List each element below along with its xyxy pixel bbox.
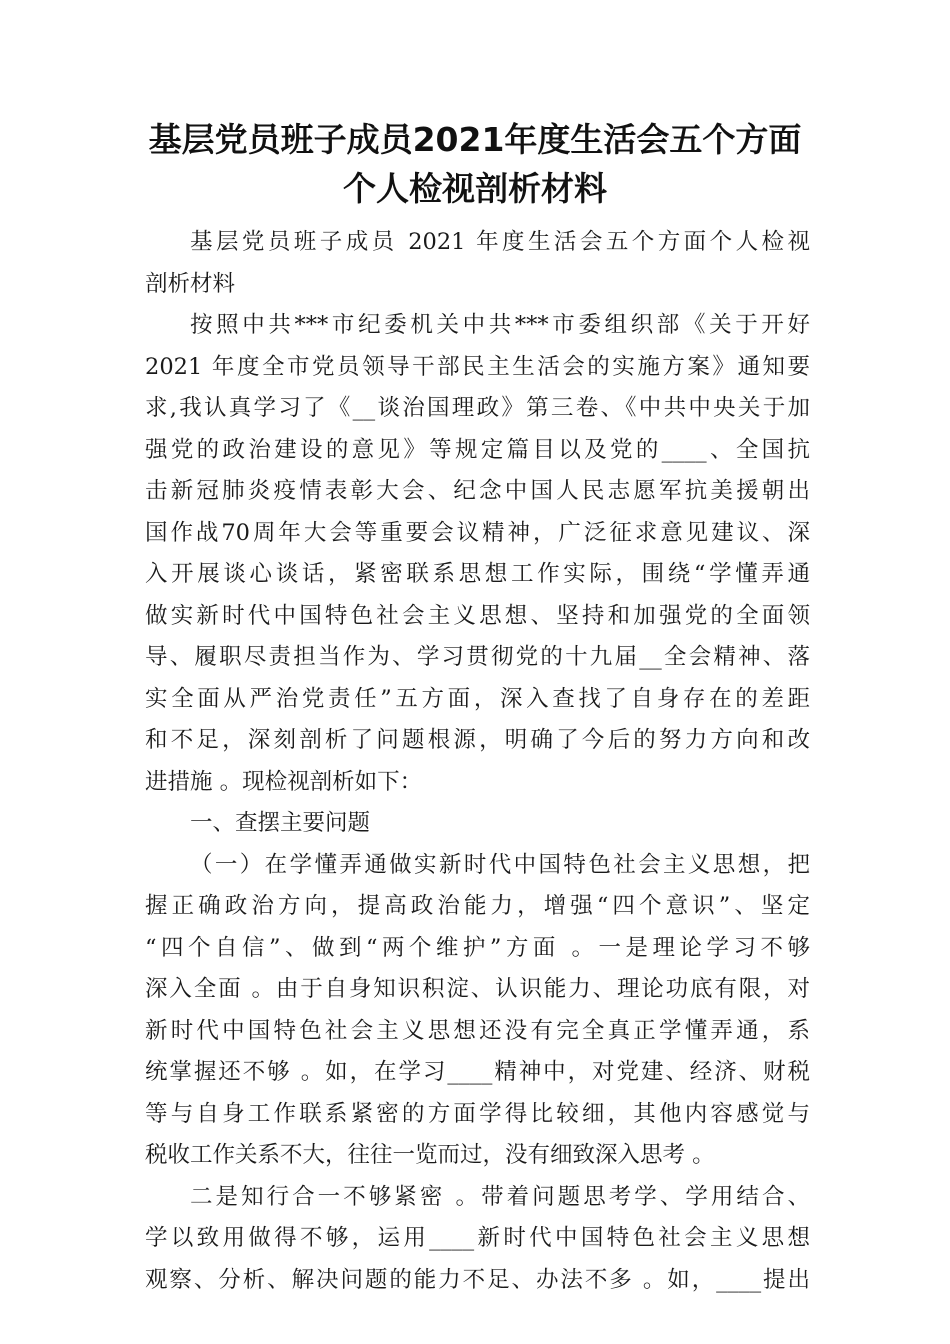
paragraph-line: 二是知行合一不够紧密 。带着问题思考学、学用结合、 <box>190 1183 810 1210</box>
paragraph-line: 深入全面 。由于自身知识积淀、认识能力、理论功底有限，对 <box>145 976 810 1002</box>
document-title-line-2: 个人检视剖析材料 <box>343 169 607 208</box>
paragraph-line: 剖析材料 <box>145 270 236 297</box>
paragraph-line: 学以致用做得不够，运用____新时代中国特色社会主义思想 <box>145 1225 810 1251</box>
paragraph-line: 基层党员班子成员 2021 年度生活会五个方面个人检视 <box>190 229 810 255</box>
paragraph-line: 国作战70周年大会等重要会议精神，广泛征求意见建议、深 <box>145 519 810 546</box>
paragraph-line: 2021 年度全市党员领导干部民主生活会的实施方案》通知要 <box>145 353 810 380</box>
paragraph-line: 按照中共***市纪委机关中共***市委组织部《关于开好 <box>190 312 810 338</box>
paragraph-line: “四个自信”、做到“两个维护”方面 。一是理论学习不够 <box>145 934 810 961</box>
paragraph-line: 做实新时代中国特色社会主义思想、坚持和加强党的全面领 <box>145 602 810 629</box>
document-title-line-1: 基层党员班子成员2021年度生活会五个方面 <box>148 120 802 159</box>
paragraph-line: 税收工作关系不大，往往一览而过，没有细致深入思考 。 <box>145 1142 715 1168</box>
paragraph-line: 击新冠肺炎疫情表彰大会、纪念中国人民志愿军抗美援朝出 <box>145 478 810 504</box>
paragraph-line: 新时代中国特色社会主义思想还没有完全真正学懂弄通，系 <box>145 1017 810 1044</box>
paragraph-line: 求,我认真学习了《__谈治国理政》第三卷、《中共中央关于加 <box>145 395 810 421</box>
paragraph-line: 统掌握还不够 。如，在学习____精神中，对党建、经济、财税 <box>145 1059 810 1085</box>
paragraph-line: 入开展谈心谈话，紧密联系思想工作实际，围绕“学懂弄通 <box>145 561 810 587</box>
paragraph-line: 等与自身工作联系紧密的方面学得比较细，其他内容感觉与 <box>145 1100 810 1127</box>
paragraph-line: 导、履职尽责担当作为、学习贯彻党的十九届__全会精神、落 <box>145 644 810 670</box>
paragraph-line: （一）在学懂弄通做实新时代中国特色社会主义思想，把 <box>190 851 810 878</box>
paragraph-line: 握正确政治方向，提高政治能力，增强“四个意识”、坚定 <box>145 893 810 919</box>
paragraph-line: 实全面从严治党责任”五方面，深入查找了自身存在的差距 <box>145 685 810 712</box>
paragraph-line: 和不足，深刻剖析了问题根源，明确了今后的努力方向和改 <box>145 727 810 753</box>
document-body <box>145 222 810 1301</box>
paragraph-line: 进措施 。现检视剖析如下： <box>145 768 423 795</box>
paragraph-line: 强党的政治建设的意见》等规定篇目以及党的____、全国抗 <box>145 436 810 463</box>
paragraph-line: 观察、分析、解决问题的能力不足、办法不多 。如，____提出 <box>145 1266 810 1293</box>
section-heading: 一、查摆主要问题 <box>190 810 371 836</box>
